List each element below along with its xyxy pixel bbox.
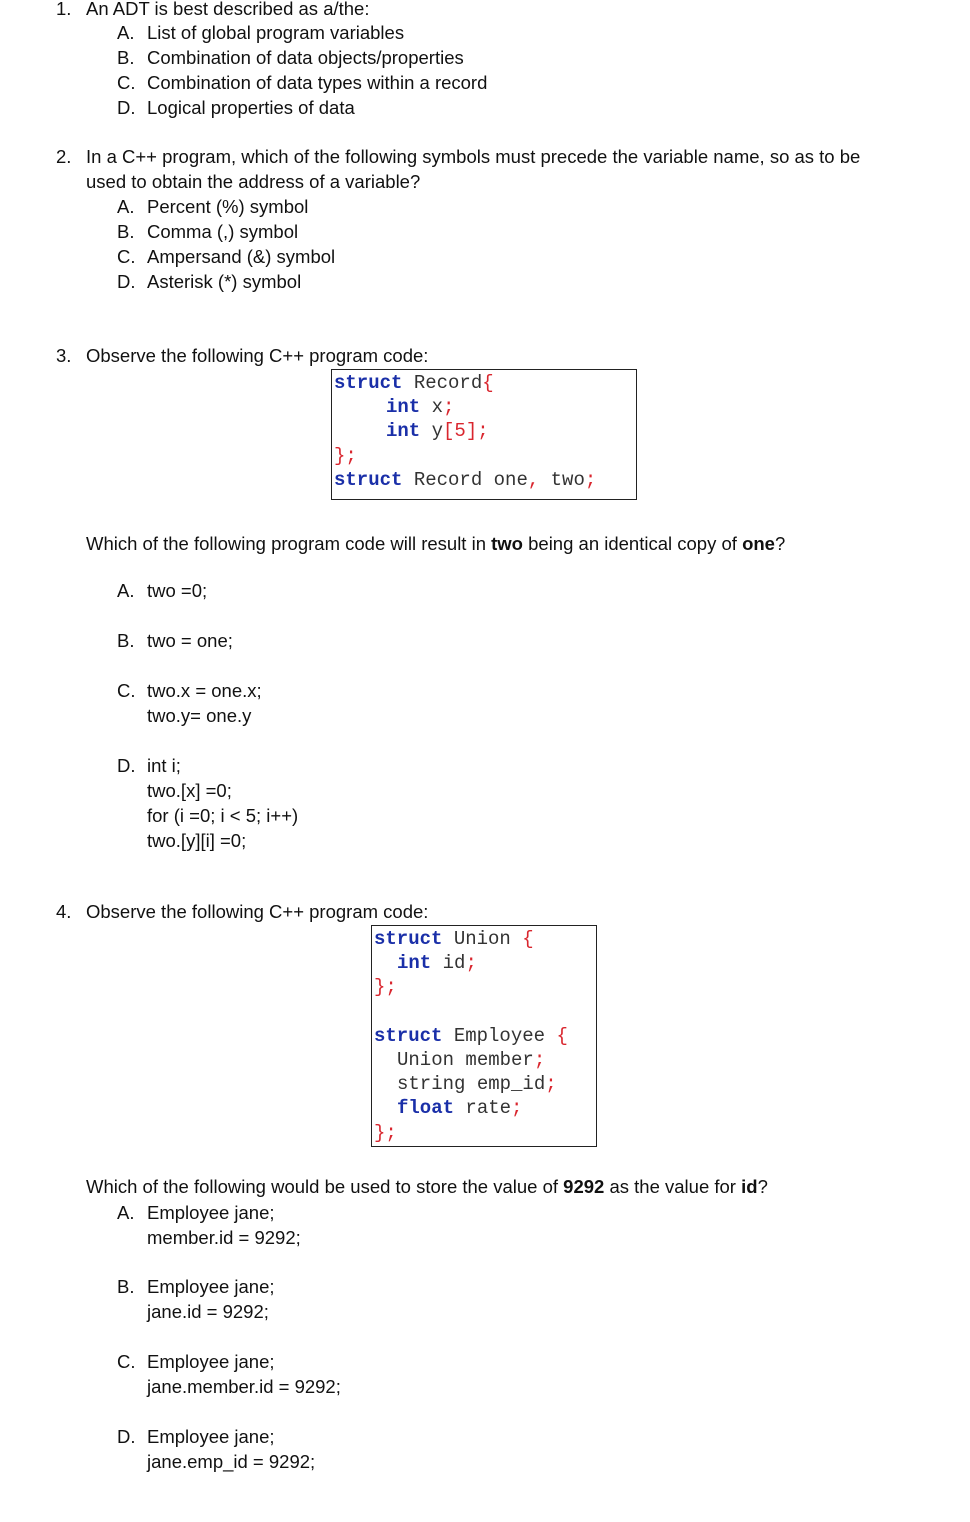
- code-identifier: id: [431, 952, 466, 975]
- code-line: [374, 1048, 596, 1072]
- code-line: [374, 1072, 596, 1096]
- code-line: [334, 395, 636, 419]
- prompt-text: ?: [774, 533, 786, 554]
- code-line: [374, 1121, 596, 1145]
- code-keyword: float: [397, 1097, 455, 1120]
- question-text: An ADT is best described as a/the:: [86, 0, 370, 19]
- option-letter: B.: [117, 1276, 135, 1297]
- option-letter: D.: [117, 271, 136, 292]
- code-keyword: int: [386, 396, 421, 419]
- option-letter: C.: [117, 680, 136, 701]
- option-text: Percent (%) symbol: [147, 196, 309, 217]
- code-line: [374, 927, 596, 951]
- option-text: two.[y][i] =0;: [147, 830, 247, 851]
- option-text: Employee jane;: [147, 1351, 275, 1372]
- code-identifier: Union: [442, 928, 523, 950]
- option-text: Combination of data objects/properties: [147, 47, 464, 68]
- option-letter: D.: [117, 1426, 136, 1447]
- option-text: member.id = 9292;: [147, 1227, 301, 1248]
- option-letter: A.: [117, 1202, 135, 1223]
- prompt-bold: 9292: [563, 1176, 605, 1197]
- code-identifier: Union member: [397, 1048, 534, 1071]
- option-text: two.x = one.x;: [147, 680, 262, 701]
- code-punct: {: [482, 372, 494, 394]
- prompt-bold: two: [491, 533, 523, 554]
- code-keyword: struct: [334, 372, 403, 394]
- code-keyword: struct: [334, 468, 403, 491]
- code-punct: ;: [465, 952, 477, 975]
- option-letter: B.: [117, 47, 135, 68]
- option-text: Ampersand (&) symbol: [147, 246, 336, 267]
- option-text: for (i =0; i < 5; i++): [147, 805, 299, 826]
- code-punct: };: [374, 1121, 397, 1144]
- question-number: 4.: [56, 901, 72, 922]
- option-letter: B.: [117, 221, 135, 242]
- option-letter: A.: [117, 196, 135, 217]
- prompt-bold: one: [742, 533, 775, 554]
- code-punct: ;: [477, 420, 489, 443]
- question-prompt: [86, 531, 785, 556]
- option-letter: A.: [117, 580, 135, 601]
- code-line: [334, 371, 636, 395]
- option-letter: D.: [117, 97, 136, 118]
- option-text: Employee jane;: [147, 1426, 275, 1447]
- code-identifier: Employee: [442, 1024, 557, 1047]
- code-identifier: rate: [454, 1097, 512, 1120]
- prompt-text: ?: [757, 1176, 768, 1197]
- code-punct: ;: [443, 396, 455, 419]
- option-text: Asterisk (*) symbol: [147, 271, 302, 292]
- option-text: Comma (,) symbol: [147, 221, 299, 242]
- option-text: two.[x] =0;: [147, 780, 232, 801]
- option-text: List of global program variables: [147, 22, 405, 43]
- question-number: 2.: [56, 146, 72, 167]
- code-line: [374, 1000, 596, 1024]
- question-number: 3.: [56, 345, 72, 366]
- option-letter: B.: [117, 630, 135, 651]
- option-text: jane.emp_id = 9292;: [147, 1451, 316, 1472]
- option-letter: C.: [117, 72, 136, 93]
- code-keyword: int: [397, 952, 432, 975]
- code-line: [374, 1096, 596, 1120]
- option-text: Combination of data types within a record: [147, 72, 488, 93]
- code-line: [334, 444, 636, 468]
- code-identifier: Record: [402, 372, 483, 394]
- prompt-text: as the value for: [604, 1176, 742, 1197]
- option-text: two = one;: [147, 630, 233, 651]
- code-punct: [5]: [443, 420, 478, 443]
- code-punct: ;: [533, 1048, 546, 1071]
- question-text: used to obtain the address of a variable?: [86, 171, 421, 192]
- code-box: [371, 925, 597, 1147]
- question-text: In a C++ program, which of the following symbols must precede the variable name, so as to be: [86, 146, 861, 167]
- code-box: [331, 369, 637, 500]
- prompt-text: being an identical copy of: [522, 533, 743, 554]
- prompt-text: Which of the following program code will result in: [86, 533, 492, 554]
- option-text: jane.id = 9292;: [147, 1301, 269, 1322]
- option-text: two.y= one.y: [147, 705, 252, 726]
- code-identifier: string emp_id: [397, 1073, 546, 1096]
- code-punct: ,: [527, 468, 540, 491]
- option-text: Employee jane;: [147, 1202, 275, 1223]
- code-punct: };: [374, 976, 397, 999]
- code-keyword: struct: [374, 1024, 443, 1047]
- prompt-text: Which of the following would be used to store the value of: [86, 1176, 564, 1197]
- code-line: [374, 975, 596, 999]
- question-number: 1.: [56, 0, 72, 19]
- option-text: jane.member.id = 9292;: [147, 1376, 341, 1397]
- code-keyword: struct: [374, 928, 443, 950]
- code-punct: ;: [584, 468, 597, 491]
- code-punct: };: [334, 444, 357, 467]
- code-line: [334, 468, 636, 492]
- prompt-bold: id: [741, 1176, 758, 1197]
- question-prompt: [86, 1174, 768, 1199]
- code-identifier: x: [420, 396, 444, 419]
- code-identifier: y: [420, 420, 444, 443]
- code-keyword: int: [386, 420, 421, 443]
- option-text: two =0;: [147, 580, 208, 601]
- code-punct: {: [522, 928, 534, 950]
- question-text: Observe the following C++ program code:: [86, 345, 429, 366]
- option-letter: A.: [117, 22, 135, 43]
- option-text: Employee jane;: [147, 1276, 275, 1297]
- option-letter: D.: [117, 755, 136, 776]
- question-text: Observe the following C++ program code:: [86, 901, 429, 922]
- code-punct: ;: [545, 1073, 557, 1096]
- code-line: [374, 1024, 596, 1048]
- option-text: Logical properties of data: [147, 97, 355, 118]
- option-letter: C.: [117, 1351, 136, 1372]
- code-identifier: Record one: [402, 468, 528, 491]
- option-text: int i;: [147, 755, 181, 776]
- option-letter: C.: [117, 246, 136, 267]
- code-punct: ;: [511, 1097, 523, 1120]
- code-punct: {: [556, 1024, 568, 1047]
- code-line: [334, 419, 636, 443]
- code-line: [374, 951, 596, 975]
- code-identifier: two: [539, 468, 585, 491]
